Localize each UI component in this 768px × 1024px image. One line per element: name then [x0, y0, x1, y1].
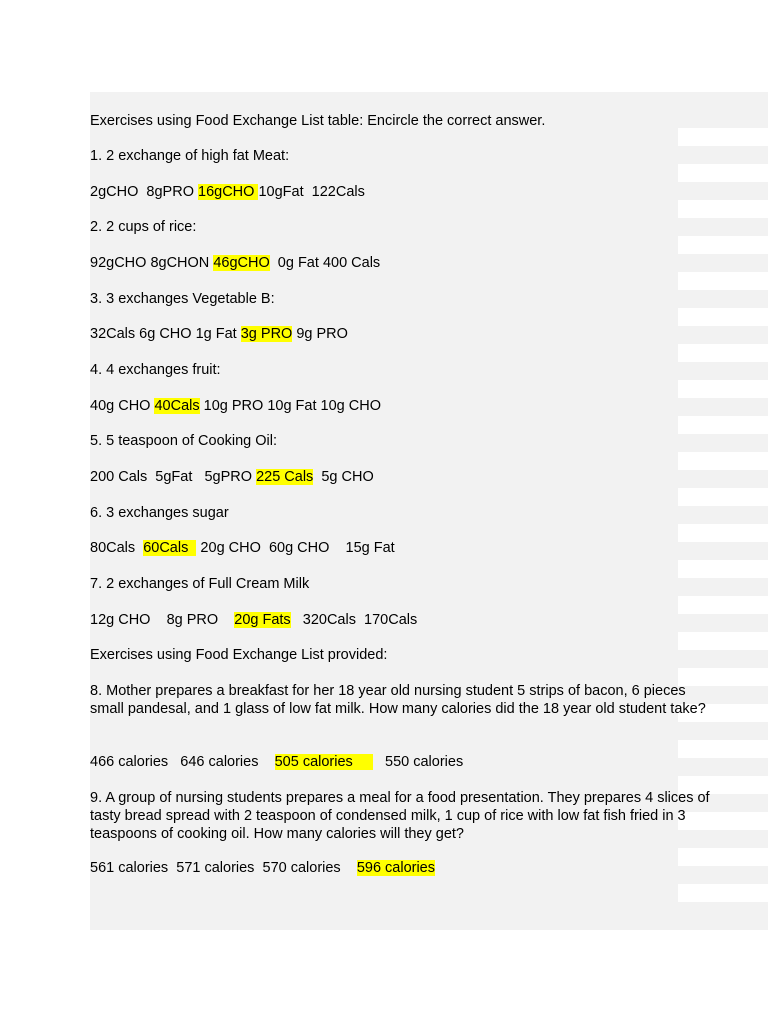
answer-option: 10g CHO [320, 398, 381, 414]
answer-option: 8gCHON [150, 255, 214, 271]
margin-stripe [678, 308, 768, 326]
answer-option: 6g CHO [139, 326, 196, 342]
answer-option: 400 Cals [322, 255, 381, 271]
answer-option: 80Cals [90, 540, 144, 556]
question-1-options [90, 183, 730, 201]
answer-option: 122Cals [311, 184, 365, 200]
question-6-text: 6. 3 exchanges sugar [90, 505, 229, 521]
answer-option: 561 calories [90, 860, 177, 876]
answer-option: 571 calories [176, 860, 263, 876]
answer-option: 2gCHO [90, 184, 147, 200]
answer-option: 60g CHO [268, 540, 346, 556]
section-2-title: Exercises using Food Exchange List provided: [90, 647, 388, 663]
question-2-options [90, 254, 730, 272]
question-2-text: 2. 2 cups of rice: [90, 219, 197, 235]
margin-stripe [678, 380, 768, 398]
question-4-text: 4. 4 exchanges fruit: [90, 362, 221, 378]
answer-option: 550 calories [372, 754, 464, 770]
question-6-options [90, 539, 730, 557]
highlighted-answer: 16gCHO [198, 184, 259, 200]
answer-option: 32Cals [90, 326, 140, 342]
answer-option: 5gFat [155, 469, 205, 485]
highlighted-answer: 46gCHO [213, 255, 270, 271]
highlighted-answer: 505 calories [274, 754, 373, 770]
highlighted-answer: 60Cals [143, 540, 197, 556]
margin-stripe [678, 344, 768, 362]
answer-option: 92gCHO [90, 255, 151, 271]
question-7-options [90, 611, 730, 629]
question-5-options [90, 468, 730, 486]
answer-option: 1g Fat [195, 326, 241, 342]
question-7-text: 7. 2 exchanges of Full Cream Milk [90, 576, 310, 592]
worksheet-title: Exercises using Food Exchange List table: Encircle the correct answer. [90, 113, 546, 129]
answer-option: 8gPRO [146, 184, 199, 200]
answer-option: 466 calories [90, 754, 181, 770]
margin-stripe [678, 236, 768, 254]
margin-stripe [678, 272, 768, 290]
highlighted-answer: 20g Fats [234, 612, 291, 628]
question-3-options [90, 325, 730, 343]
highlighted-answer: 40Cals [154, 398, 200, 414]
answer-option: 10g Fat [267, 398, 321, 414]
question-5-text: 5. 5 teaspoon of Cooking Oil: [90, 433, 278, 449]
question-9-text: 9. A group of nursing students prepares a meal for a food presentation. They prepares 4 slices of tasty bread spread with 2 teaspoon of condensed milk, 1 cup of rice with low fat fish fried in 3 teaspoons of cooking oil. How many calories will they get? [90, 790, 710, 842]
question-3-text: 3. 3 exchanges Vegetable B: [90, 291, 275, 307]
answer-option: 200 Cals [90, 469, 156, 485]
answer-option: 10gFat [258, 184, 312, 200]
question-8-options [90, 753, 730, 771]
margin-stripe [678, 884, 768, 902]
question-4-options [90, 397, 730, 415]
question-9-options [90, 859, 730, 877]
answer-option: 320Cals [290, 612, 365, 628]
answer-option: 170Cals [364, 612, 418, 628]
answer-option: 570 calories [262, 860, 357, 876]
answer-option: 5gPRO [204, 469, 257, 485]
question-8-text: 8. Mother prepares a breakfast for her 18 year old nursing student 5 strips of bacon, 6 pieces small pandesal, and 1 glass of low fat milk. How many calories did the 18 year old student take? [90, 683, 706, 717]
answer-option: 9g PRO [292, 326, 348, 342]
margin-stripe [678, 200, 768, 218]
answer-option: 0g Fat [269, 255, 323, 271]
answer-option: 10g PRO [199, 398, 268, 414]
answer-option: 15g Fat [345, 540, 395, 556]
answer-option: 8g PRO [166, 612, 235, 628]
highlighted-answer: 3g PRO [240, 326, 293, 342]
answer-option: 646 calories [180, 754, 275, 770]
highlighted-answer: 225 Cals [256, 469, 314, 485]
answer-option: 40g CHO [90, 398, 155, 414]
highlighted-answer: 596 calories [356, 860, 435, 876]
answer-option: 12g CHO [90, 612, 167, 628]
question-1-text: 1. 2 exchange of high fat Meat: [90, 148, 290, 164]
answer-option: 5g CHO [313, 469, 374, 485]
answer-option: 20g CHO [196, 540, 269, 556]
margin-stripe [678, 128, 768, 146]
margin-stripe [678, 164, 768, 182]
